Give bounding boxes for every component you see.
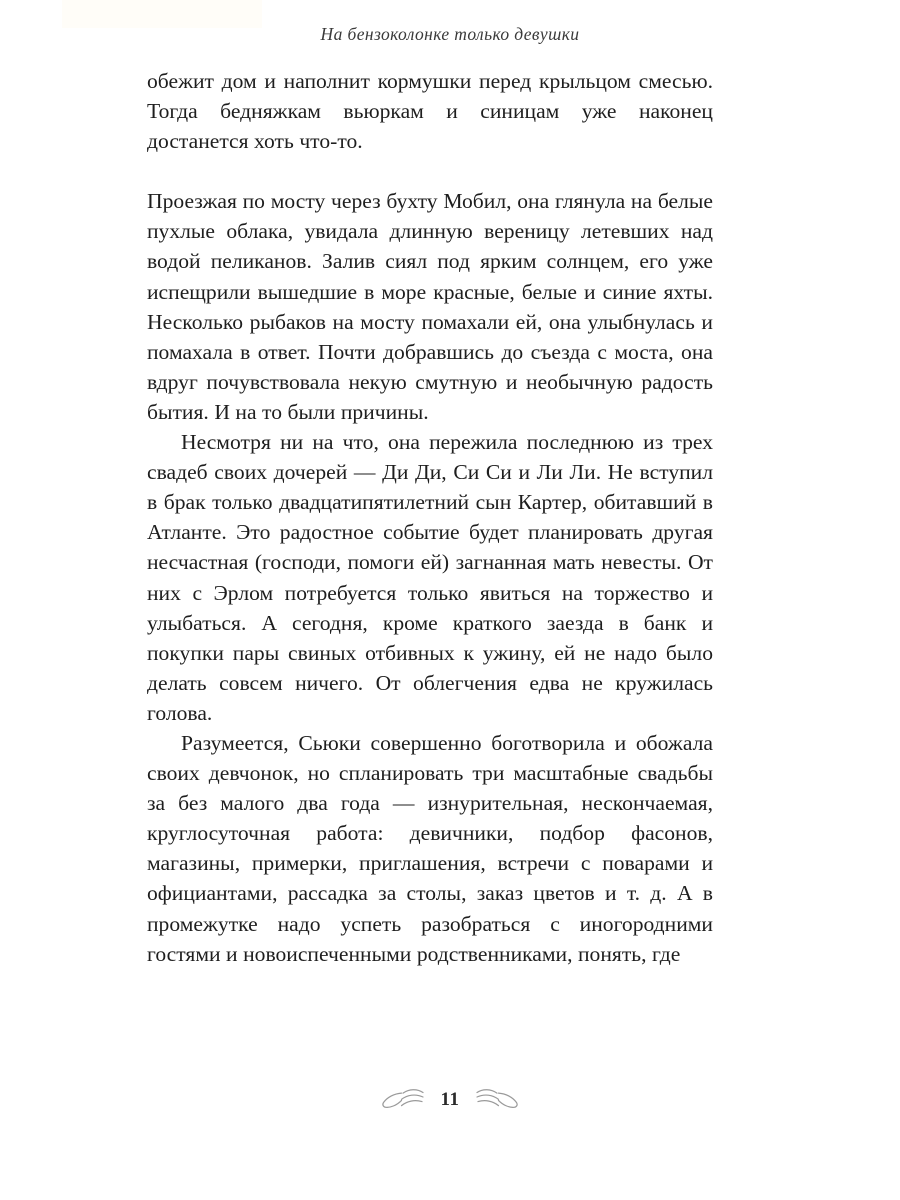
page-number: 11 (440, 1088, 460, 1110)
paragraph: обежит дом и наполнит кормушки перед крыльцом смесью. Тогда бедняжкам вьюркам и синицам уже наконец достанется хоть что-то. (147, 69, 713, 154)
paragraph: Несмотря ни на что, она пережила последнюю из трех свадеб своих дочерей — Ди Ди, Си Си и Ли Ли. Не вступил в брак только двадцатипятилетний сын Картер, обитавший в Атланте. Это радостное событие будет планировать другая несчастная (господи, помоги ей) загнанная мать невесты. От них с Эрлом потребуется только явиться на торжество и улыбаться. А сегодня, кроме краткого заезда в банк и покупки пары свиных отбивных к ужину, ей не надо было делать совсем ничего. От облегчения едва не кружилась голова. (147, 430, 713, 725)
body-text-block (147, 66, 713, 969)
paragraph: Проезжая по мосту через бухту Мобил, она глянула на белые пухлые облака, увидала длинную вереницу летевших над водой пеликанов. Залив сиял под ярким солнцем, его уже испещрили вышедшие в море красные, белые и синие яхты. Несколько рыбаков на мосту помахали ей, она улыбнулась и помахала в ответ. Почти добравшись до съезда с моста, она вдруг почувствовала некую смутную и необычную радость бытия. И на то были причины. (147, 189, 713, 424)
running-head: На бензоколонке только девушки (320, 24, 580, 44)
folio (0, 1088, 900, 1110)
swash-flourish-icon (475, 1088, 519, 1110)
paragraph: Разумеется, Сьюки совершенно боготворила и обожала своих девчонок, но спланировать три масштабные свадьбы за без малого два года — изнурительная, нескончаемая, круглосуточная работа: девичники, подбор фасонов, магазины, примерки, приглашения, встречи с поварами и официантами, рассадка за столы, заказ цветов и т. д. А в промежутке надо успеть разобраться с иногородними гостями и новоиспеченными родственниками, понять, где (147, 730, 713, 966)
swash-flourish-icon (381, 1088, 425, 1110)
